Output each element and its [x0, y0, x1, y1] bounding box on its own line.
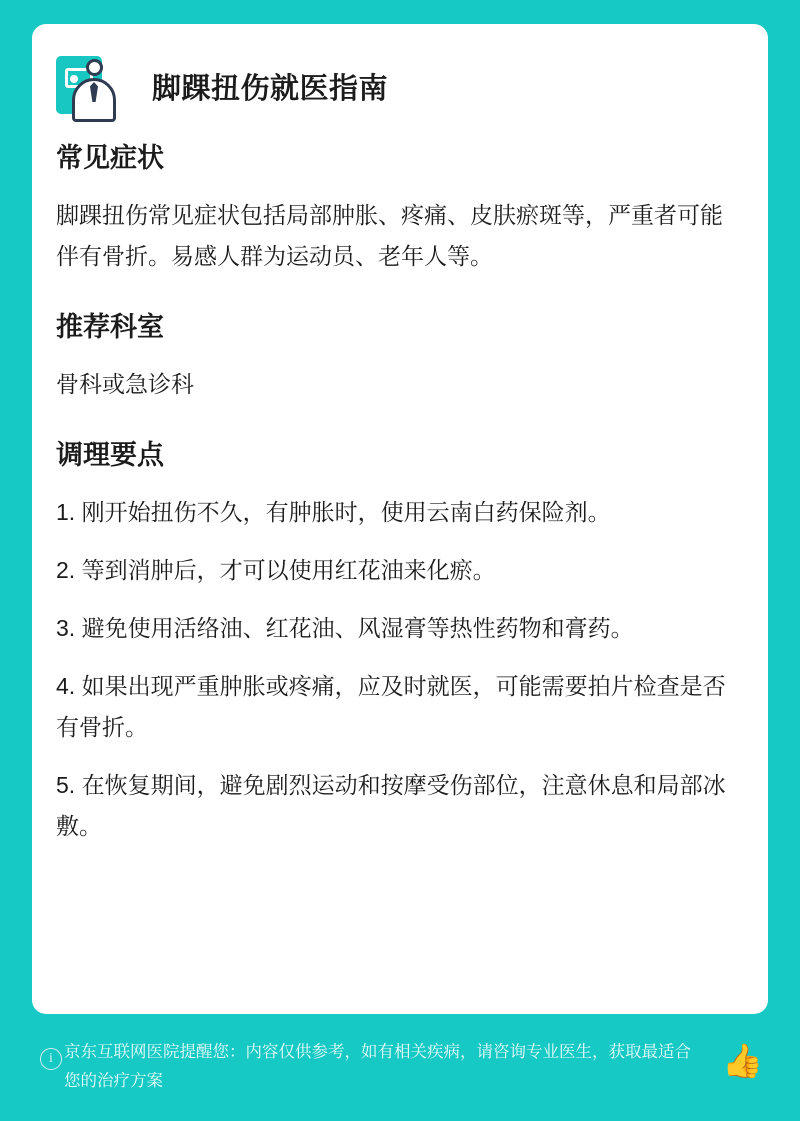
guide-card [32, 24, 768, 1014]
section-heading-symptoms: 常见症状 [56, 143, 164, 173]
list-item: 5. 在恢复期间，避免剧烈运动和按摩受伤部位，注意休息和局部冰敷。 [56, 772, 726, 839]
spacer [56, 277, 744, 305]
footer [32, 1032, 768, 1094]
list-item: 3. 避免使用活络油、红花油、风湿膏等热性药物和膏药。 [56, 615, 634, 641]
section-text-department: 骨科或急诊科 [56, 371, 194, 397]
guide-content [56, 136, 744, 864]
section-heading-department: 推荐科室 [56, 312, 164, 342]
doctor-document-icon [56, 56, 114, 128]
footer-disclaimer: 京东互联网医院提醒您：内容仅供参考，如有相关疾病，请咨询专业医生，获取最适合您的治疗方案 [64, 1043, 691, 1090]
page-title: 脚踝扭伤就医指南 [152, 73, 389, 105]
section-heading-care: 调理要点 [56, 440, 164, 470]
list-item: 1. 刚开始扭伤不久，有肿胀时，使用云南白药保险剂。 [56, 499, 611, 525]
info-icon: i [40, 1048, 62, 1070]
doctor-head-icon [86, 59, 103, 76]
list-item: 2. 等到消肿后，才可以使用红花油来化瘀。 [56, 557, 496, 583]
section-text-symptoms: 脚踝扭伤常见症状包括局部肿胀、疼痛、皮肤瘀斑等，严重者可能伴有骨折。易感人群为运动员、老年人等。 [56, 202, 723, 269]
thumbs-up-icon[interactable]: 👍 [722, 1042, 764, 1079]
care-points-list [56, 492, 744, 847]
list-item: 4. 如果出现严重肿胀或疼痛，应及时就医，可能需要拍片检查是否有骨折。 [56, 673, 726, 740]
spacer [56, 405, 744, 433]
